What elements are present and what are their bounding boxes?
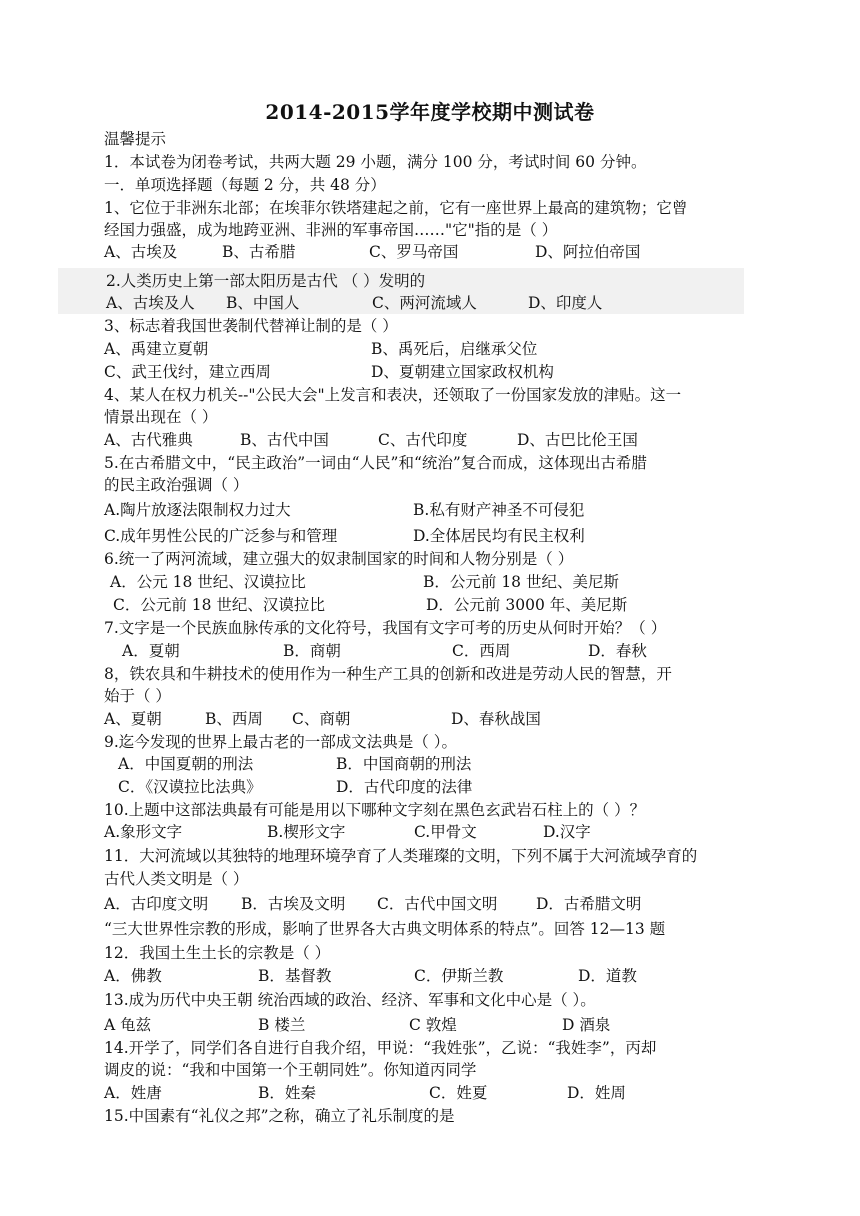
option-d: D、春秋战国 bbox=[451, 710, 541, 728]
option-a: A.陶片放逐法限制权力过大 bbox=[104, 501, 291, 519]
question-stem: 9.迄今发现的世界上最古老的一部成文法典是（ ）。 bbox=[104, 733, 457, 751]
option-d: D 酒泉 bbox=[562, 1016, 611, 1034]
question-stem: 5.在古希腊文中，“民主政治”一词由“人民”和“统治”复合而成，这体现出古希腊 bbox=[104, 454, 647, 472]
option-c: C．古代中国文明 bbox=[377, 895, 498, 913]
option-b: B、西周 bbox=[205, 710, 263, 728]
question-stem: 12．我国土生土长的宗教是（ ） bbox=[104, 944, 331, 962]
question-stem: 8，铁农具和牛耕技术的使用作为一种生产工具的创新和改进是劳动人民的智慧，开 bbox=[104, 665, 672, 683]
option-a: A 龟兹 bbox=[104, 1016, 152, 1034]
question-stem: 10.上题中这部法典最有可能是用以下哪种文字刻在黑色玄武岩石柱上的（ ）？ bbox=[104, 801, 646, 819]
option-a: A、古埃及 bbox=[104, 243, 178, 261]
notice-heading: 温馨提示 bbox=[104, 130, 167, 148]
option-d: D.汉字 bbox=[543, 823, 591, 841]
option-b: B．商朝 bbox=[283, 642, 341, 660]
option-d: D．公元前 3000 年、美尼斯 bbox=[426, 596, 628, 614]
option-c: C.甲骨文 bbox=[414, 823, 477, 841]
question-stem: 7.文字是一个民族血脉传承的文化符号，我国有文字可考的历史从何时开始？（ ） bbox=[104, 619, 667, 637]
option-d: D.全体居民均有民主权利 bbox=[413, 527, 585, 545]
option-c: C、商朝 bbox=[292, 710, 351, 728]
option-a: A．中国夏朝的刑法 bbox=[118, 755, 254, 773]
option-c: C、两河流域人 bbox=[372, 294, 477, 312]
question-stem: 11．大河流域以其独特的地理环境孕育了人类璀璨的文明，下列不属于大河流域孕育的 bbox=[104, 847, 698, 865]
option-c: C．《汉谟拉比法典》 bbox=[118, 778, 262, 796]
option-a: A、夏朝 bbox=[104, 710, 162, 728]
option-c: C、罗马帝国 bbox=[369, 243, 459, 261]
option-a: A、古代雅典 bbox=[104, 431, 193, 449]
option-a: A、古埃及人 bbox=[106, 294, 195, 312]
option-d: D、印度人 bbox=[528, 294, 603, 312]
option-b: B、古代中国 bbox=[240, 431, 329, 449]
group-intro: “三大世界性宗教的形成，影响了世界各大古典文明体系的特点”。回答 12—13 题 bbox=[104, 920, 666, 938]
option-c: C．西周 bbox=[452, 642, 511, 660]
option-a: A、禹建立夏朝 bbox=[104, 340, 209, 358]
option-c: C.成年男性公民的广泛参与和管理 bbox=[104, 527, 338, 545]
option-b: B.私有财产神圣不可侵犯 bbox=[413, 501, 585, 519]
option-b: B、中国人 bbox=[226, 294, 300, 312]
option-c: C 敦煌 bbox=[409, 1016, 457, 1034]
question-stem: 经国力强盛，成为地跨亚洲、非洲的军事帝国……"它"指的是（ ） bbox=[104, 221, 558, 239]
question-stem: 情景出现在（ ） bbox=[104, 408, 218, 426]
option-b: B．中国商朝的刑法 bbox=[336, 755, 472, 773]
question-stem: 始于（ ） bbox=[104, 687, 171, 705]
option-d: D、古巴比伦王国 bbox=[517, 431, 638, 449]
option-b: B．基督教 bbox=[258, 967, 332, 985]
option-a: A．古印度文明 bbox=[104, 895, 209, 913]
notice-item: 1．本试卷为闭卷考试，共两大题 29 小题，满分 100 分，考试时间 60 分钟。 bbox=[104, 153, 647, 171]
option-c: C．公元前 18 世纪、汉谟拉比 bbox=[113, 596, 325, 614]
option-d: D．姓周 bbox=[567, 1084, 626, 1102]
option-c: C．伊斯兰教 bbox=[414, 967, 504, 985]
option-a: A．姓唐 bbox=[104, 1084, 162, 1102]
option-b: B．姓秦 bbox=[258, 1084, 316, 1102]
option-a: A．公元 18 世纪、汉谟拉比 bbox=[110, 573, 306, 591]
option-b: B、禹死后，启继承父位 bbox=[371, 340, 538, 358]
question-stem: 的民主政治强调（ ） bbox=[104, 476, 249, 494]
question-stem: 15.中国素有“礼仪之邦”之称，确立了礼乐制度的是 bbox=[104, 1107, 455, 1125]
question-stem: 调皮的说：“我和中国第一个王朝同姓”。你知道丙同学 bbox=[104, 1061, 477, 1079]
option-a: A．佛教 bbox=[104, 967, 162, 985]
option-d: D、夏朝建立国家政权机构 bbox=[371, 363, 554, 381]
option-d: D．道教 bbox=[578, 967, 637, 985]
option-b: B．公元前 18 世纪、美尼斯 bbox=[423, 573, 619, 591]
question-stem: 2.人类历史上第一部太阳历是古代 （ ）发明的 bbox=[106, 272, 426, 290]
question-stem: 4、某人在权力机关--"公民大会"上发言和表决，还领取了一份国家发放的津贴。这一 bbox=[104, 386, 682, 404]
question-stem: 1、它位于非洲东北部；在埃菲尔铁塔建起之前，它有一座世界上最高的建筑物；它曾 bbox=[104, 199, 688, 217]
option-a: A.象形文字 bbox=[104, 823, 183, 841]
option-c: C、武王伐纣，建立西周 bbox=[104, 363, 271, 381]
option-d: D．古希腊文明 bbox=[536, 895, 642, 913]
option-d: D．古代印度的法律 bbox=[336, 778, 473, 796]
option-b: B、古希腊 bbox=[222, 243, 296, 261]
section-heading: 一．单项选择题（每题 2 分，共 48 分） bbox=[104, 176, 386, 194]
question-stem: 14.开学了，同学们各自进行自我介绍，甲说：“我姓张”，乙说：“我姓李”，丙却 bbox=[104, 1039, 657, 1057]
option-b: B．古埃及文明 bbox=[241, 895, 346, 913]
option-a: A．夏朝 bbox=[122, 642, 180, 660]
option-b: B 楼兰 bbox=[258, 1016, 306, 1034]
question-stem: 6.统一了两河流域，建立强大的奴隶制国家的时间和人物分别是（ ） bbox=[104, 550, 574, 568]
option-d: D、阿拉伯帝国 bbox=[535, 243, 641, 261]
page-title: 2014-2015学年度学校期中测试卷 bbox=[265, 100, 595, 124]
option-c: C、古代印度 bbox=[378, 431, 468, 449]
question-stem: 13.成为历代中央王朝 统治西域的政治、经济、军事和文化中心是（ ）。 bbox=[104, 991, 596, 1009]
question-stem: 古代人类文明是（ ） bbox=[104, 870, 249, 888]
option-b: B.楔形文字 bbox=[267, 823, 346, 841]
option-c: C．姓夏 bbox=[429, 1084, 488, 1102]
option-d: D．春秋 bbox=[588, 642, 647, 660]
question-stem: 3、标志着我国世袭制代替禅让制的是（ ） bbox=[104, 317, 398, 335]
